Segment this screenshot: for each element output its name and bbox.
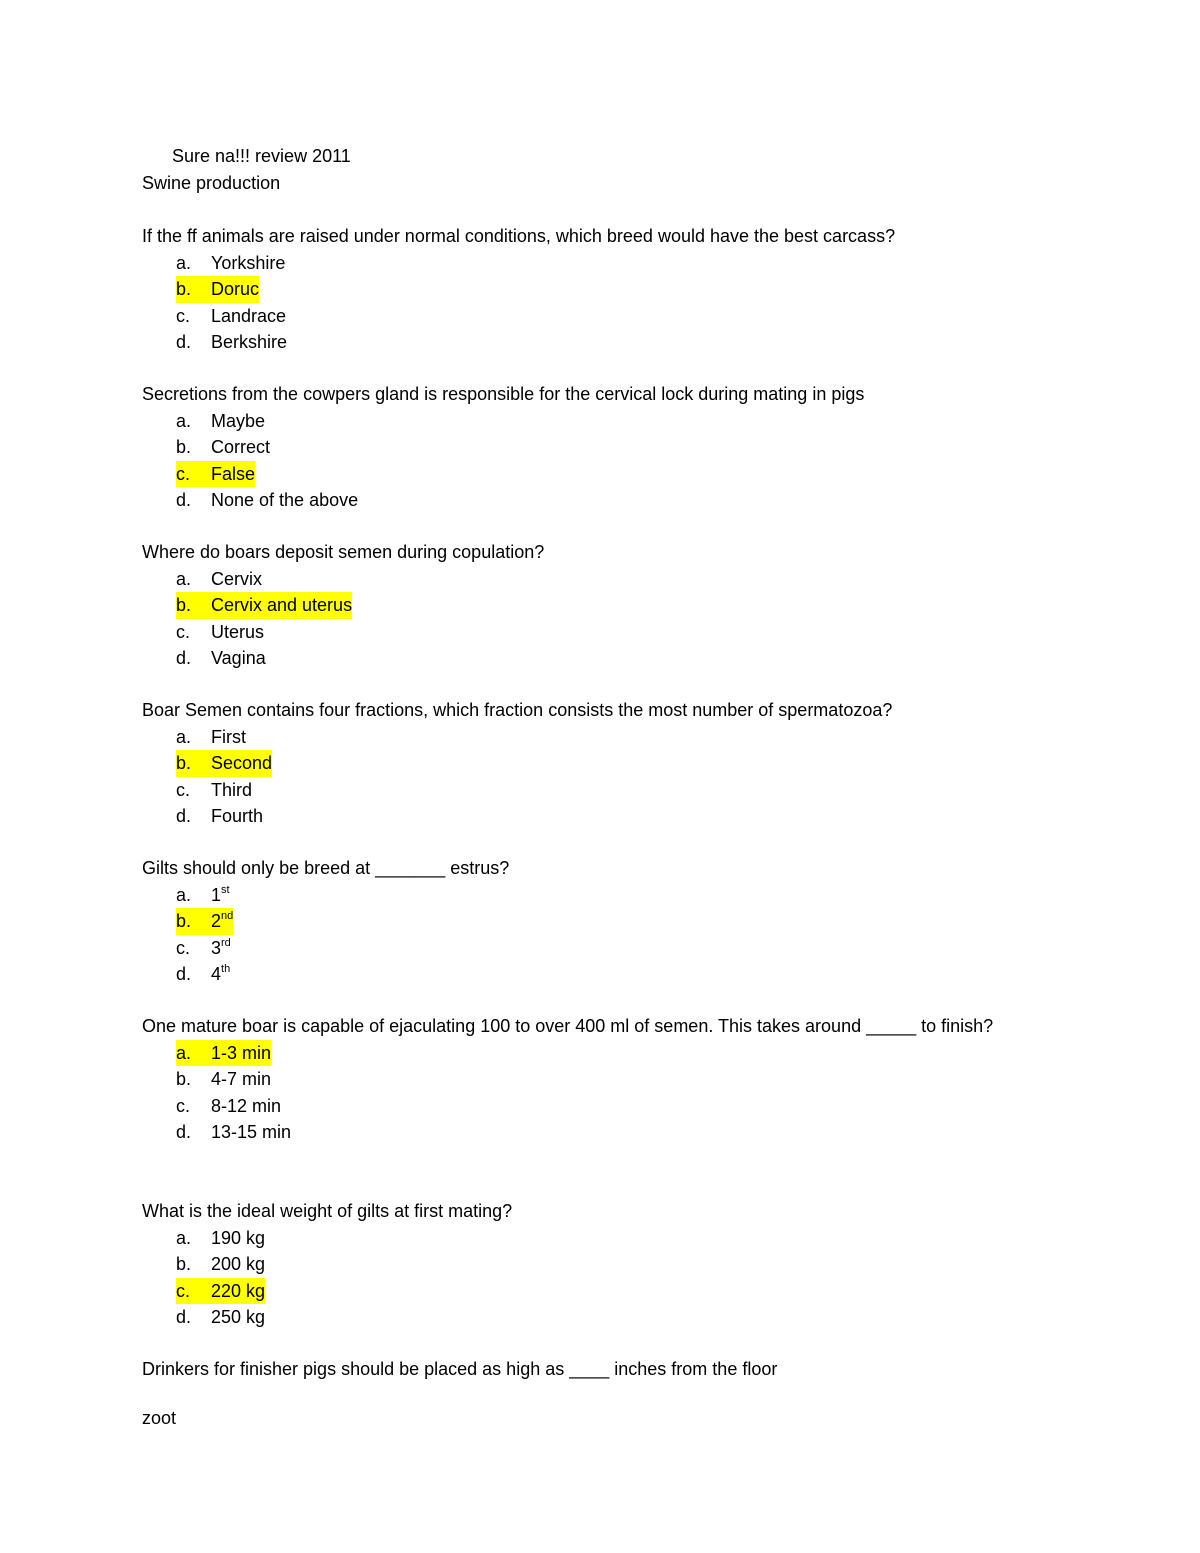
answer-option [142, 961, 1042, 988]
answer-option [142, 566, 1042, 593]
option-text-value: Maybe [211, 410, 266, 431]
option-text [211, 408, 265, 435]
option-letter: b. [176, 750, 203, 777]
option-text [211, 566, 262, 593]
option-letter: a. [176, 568, 192, 589]
option-letter: b. [176, 1254, 192, 1274]
option-text [211, 803, 263, 830]
option-list [142, 566, 1042, 672]
option-text-value: Correct [211, 437, 271, 457]
ordinal-suffix: th [221, 963, 231, 975]
option-text-value: Doruc [211, 279, 260, 299]
option-text [211, 1066, 271, 1093]
option-letter: c. [176, 305, 191, 326]
option-text [211, 1251, 265, 1278]
question-block [142, 697, 1042, 830]
option-text-value: Yorkshire [211, 252, 286, 273]
option-letter: a. [176, 1227, 192, 1248]
ordinal-suffix: st [221, 883, 230, 896]
option-list [142, 882, 1042, 988]
option-text [211, 882, 230, 909]
answer-option [142, 250, 1042, 277]
answer-option [142, 487, 1042, 514]
question-block [142, 1013, 1017, 1146]
option-text [211, 487, 358, 514]
option-letter: a. [176, 884, 192, 905]
option-text-value: 2 [211, 911, 222, 931]
question-text: One mature boar is capable of ejaculating 100 to over 400 ml of semen. This takes around _____ to finish? [142, 1016, 994, 1036]
option-text-value: Cervix [211, 568, 263, 589]
answer-option [142, 1304, 1042, 1331]
answer-option [142, 1066, 1017, 1093]
ordinal-suffix: nd [221, 910, 234, 922]
option-text-value: 3 [211, 937, 222, 958]
option-text [199, 908, 233, 935]
answer-option [142, 1119, 1017, 1146]
option-letter: c. [176, 779, 191, 800]
option-text [211, 645, 266, 672]
answer-option-highlighted [142, 276, 1042, 303]
question-text: Gilts should only be breed at _______ estrus? [142, 858, 510, 878]
option-text [199, 1278, 265, 1305]
answer-option [142, 1093, 1017, 1120]
option-text [211, 434, 270, 461]
answer-option [142, 1251, 1042, 1278]
question-block [142, 539, 1042, 672]
option-text [199, 592, 352, 619]
option-text [211, 961, 230, 988]
answer-option-highlighted [142, 1278, 1042, 1305]
option-letter: b. [176, 1069, 192, 1089]
answer-option [142, 803, 1042, 830]
option-letter: b. [176, 592, 203, 619]
option-text-value: Fourth [211, 806, 264, 826]
option-letter: d. [176, 1122, 192, 1142]
answer-option [142, 882, 1042, 909]
option-text-value: 13-15 min [211, 1122, 292, 1142]
question-block [142, 381, 1042, 514]
option-letter: c. [176, 461, 202, 488]
question-text: What is the ideal weight of gilts at first mating? [142, 1201, 513, 1221]
option-text-value: Uterus [211, 621, 265, 642]
option-text [211, 303, 286, 330]
answer-option-highlighted [142, 1040, 1017, 1067]
option-text-value: First [211, 726, 246, 747]
option-text-value: 1-3 min [211, 1042, 272, 1063]
question-block [142, 223, 1042, 356]
question-text: Secretions from the cowpers gland is responsible for the cervical lock during mating in pigs [142, 384, 865, 404]
option-letter: a. [176, 726, 192, 747]
option-text-value: Berkshire [211, 332, 288, 352]
ordinal-suffix: rd [221, 936, 231, 949]
option-text-value: Third [211, 779, 253, 800]
option-text-value: 4-7 min [211, 1069, 272, 1089]
option-letter: c. [176, 1278, 202, 1305]
question-text: If the ff animals are raised under normal conditions, which breed would have the best carcass? [142, 226, 896, 246]
answer-option [142, 645, 1042, 672]
option-list [142, 408, 1042, 514]
footer-text: zoot [142, 1408, 177, 1428]
answer-option [142, 777, 1042, 804]
answer-option [142, 329, 1042, 356]
option-text-value: Cervix and uterus [211, 595, 353, 615]
answer-option [142, 408, 1042, 435]
option-text [211, 329, 287, 356]
answer-option [142, 935, 1042, 962]
option-list [142, 250, 1042, 356]
option-text-value: 1 [211, 884, 222, 905]
answer-option-highlighted [142, 461, 1042, 488]
option-letter: a. [176, 410, 192, 431]
answer-option [142, 619, 1042, 646]
option-text [211, 724, 246, 751]
option-text [211, 777, 252, 804]
option-text [211, 1225, 265, 1252]
option-text [211, 619, 264, 646]
answer-option-highlighted [142, 750, 1042, 777]
document-subtitle: Swine production [142, 173, 281, 193]
option-letter: d. [176, 964, 192, 984]
answer-option [142, 1225, 1042, 1252]
option-letter: d. [176, 332, 192, 352]
question-block [142, 1198, 1042, 1331]
question-text: Where do boars deposit semen during copulation? [142, 542, 545, 562]
option-text-value: Second [211, 753, 273, 773]
option-text [211, 250, 285, 277]
option-letter: c. [176, 937, 191, 958]
option-text [211, 1093, 281, 1120]
option-text-value: 4 [211, 964, 222, 984]
option-list [142, 1040, 1017, 1146]
option-text-value: Vagina [211, 648, 266, 668]
option-text-value: 200 kg [211, 1254, 266, 1274]
option-list [142, 1225, 1042, 1331]
option-list [142, 724, 1042, 830]
answer-option [142, 303, 1042, 330]
answer-option [142, 724, 1042, 751]
answer-option-highlighted [142, 908, 1042, 935]
option-text-value: 250 kg [211, 1307, 266, 1327]
option-text [199, 750, 272, 777]
option-letter: a. [176, 252, 192, 273]
option-letter: c. [176, 1095, 191, 1116]
question-block [142, 1356, 1042, 1383]
option-letter: b. [176, 437, 192, 457]
document-title: Sure na!!! review 2011 [172, 146, 351, 166]
answer-option-highlighted [142, 592, 1042, 619]
option-letter: d. [176, 806, 192, 826]
option-text [211, 1304, 265, 1331]
answer-option [142, 434, 1042, 461]
option-letter: b. [176, 908, 203, 935]
option-letter: d. [176, 648, 192, 668]
option-letter: b. [176, 276, 203, 303]
option-letter: c. [176, 621, 191, 642]
option-text-value: 8-12 min [211, 1095, 282, 1116]
option-text [199, 461, 255, 488]
option-letter: d. [176, 490, 192, 510]
option-text-value: Landrace [211, 305, 287, 326]
question-text: Boar Semen contains four fractions, which fraction consists the most number of spermatozoa? [142, 700, 893, 720]
question-text: Drinkers for finisher pigs should be placed as high as ____ inches from the floor [142, 1359, 778, 1379]
option-text-value: False [211, 463, 256, 484]
option-text-value: 190 kg [211, 1227, 266, 1248]
option-text [199, 276, 259, 303]
question-block [142, 855, 1042, 988]
option-letter: d. [176, 1307, 192, 1327]
option-text-value: 220 kg [211, 1280, 266, 1301]
option-text-value: None of the above [211, 490, 359, 510]
option-letter: a. [176, 1040, 203, 1067]
option-text [211, 935, 231, 962]
option-text [211, 1119, 291, 1146]
option-text [199, 1040, 271, 1067]
